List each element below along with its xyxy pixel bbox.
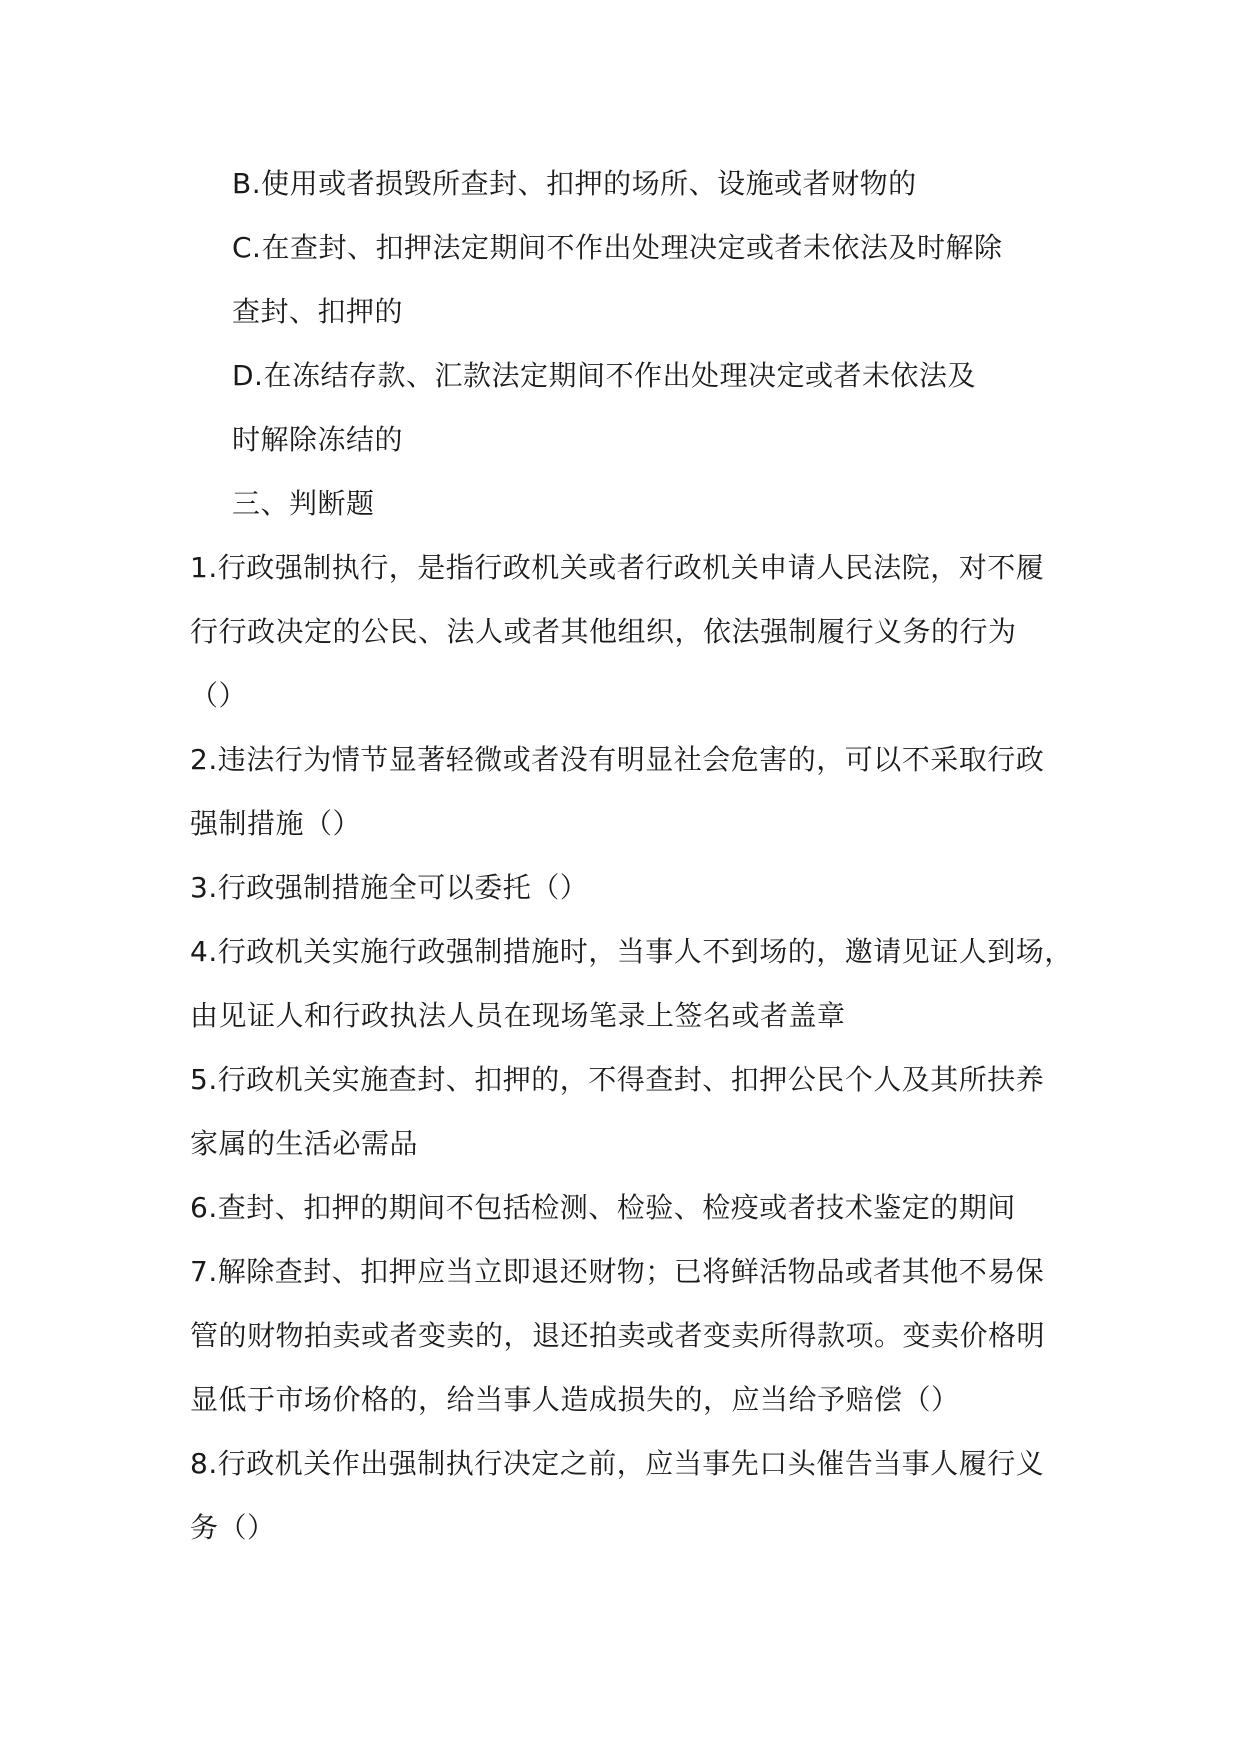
question-1-line-1: 1.行政强制执行，是指行政机关或者行政机关申请人民法院，对不履 (190, 551, 1045, 584)
question-3-line-1: 3.行政强制措施全可以委托（） (190, 871, 589, 904)
question-1-line-3: （） (190, 679, 248, 712)
question-7-line-3: 显低于市场价格的，给当事人造成损失的，应当给予赔偿（） (190, 1383, 960, 1416)
question-7-line-2: 管的财物拍卖或者变卖的，退还拍卖或者变卖所得款项。变卖价格明 (190, 1319, 1046, 1352)
question-1-line-2: 行行政决定的公民、法人或者其他组织，依法强制履行义务的行为 (190, 615, 1017, 648)
question-8-line-2: 务（） (190, 1511, 276, 1544)
option-c-line-2: 查封、扣押的 (232, 295, 404, 328)
option-c-line-1: C.在查封、扣押法定期间不作出处理决定或者未依法及时解除 (232, 231, 1003, 264)
question-2-line-2: 强制措施（） (190, 807, 362, 840)
question-5-line-1: 5.行政机关实施查封、扣押的，不得查封、扣押公民个人及其所扶养 (190, 1063, 1045, 1096)
section-heading: 三、判断题 (232, 487, 375, 520)
question-5-line-2: 家属的生活必需品 (190, 1127, 419, 1160)
question-4-line-2: 由见证人和行政执法人员在现场笔录上签名或者盖章 (190, 999, 846, 1032)
question-6-line-1: 6.查封、扣押的期间不包括检测、检验、检疫或者技术鉴定的期间 (190, 1191, 1016, 1224)
question-8-line-1: 8.行政机关作出强制执行决定之前，应当事先口头催告当事人履行义 (190, 1447, 1045, 1480)
question-2-line-1: 2.违法行为情节显著轻微或者没有明显社会危害的，可以不采取行政 (190, 743, 1045, 776)
question-7-line-1: 7.解除查封、扣押应当立即退还财物；已将鲜活物品或者其他不易保 (190, 1255, 1045, 1288)
question-4-line-1: 4.行政机关实施行政强制措施时，当事人不到场的，邀请见证人到场， (190, 935, 1073, 968)
option-d-line-2: 时解除冻结的 (232, 423, 404, 456)
option-b-line-1: B.使用或者损毁所查封、扣押的场所、设施或者财物的 (232, 167, 917, 200)
option-d-line-1: D.在冻结存款、汇款法定期间不作出处理决定或者未依法及 (232, 359, 976, 392)
